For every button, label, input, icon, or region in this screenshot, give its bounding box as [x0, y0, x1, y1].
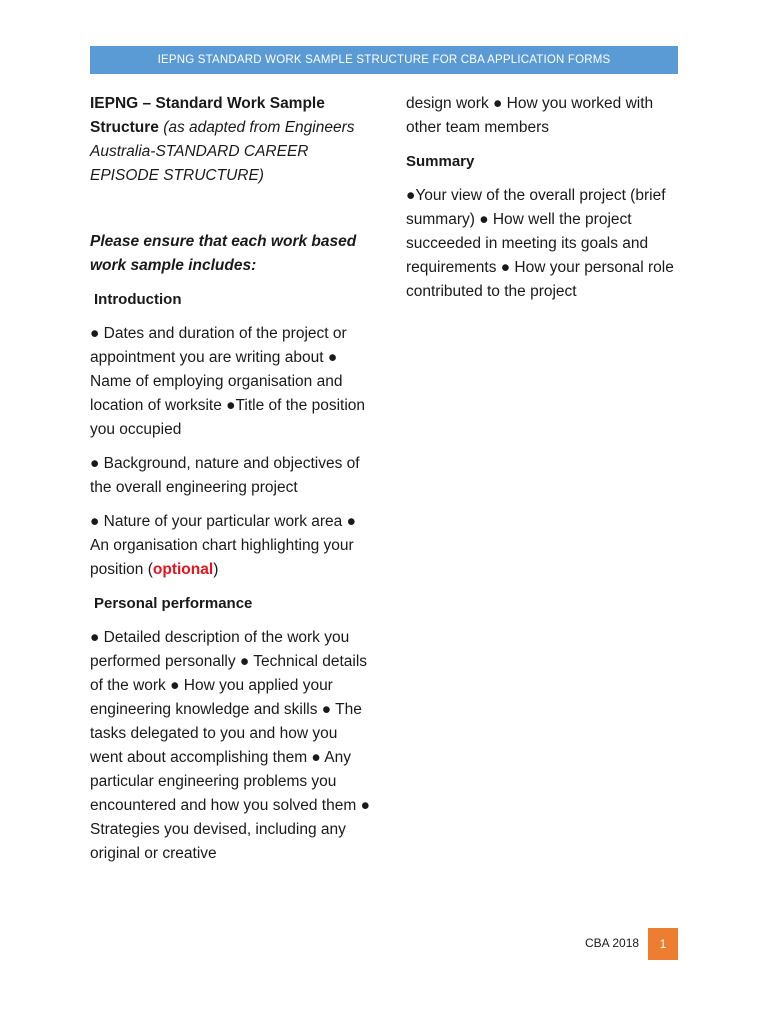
- summary-heading: Summary: [406, 153, 475, 170]
- footer-label: CBA 2018: [585, 936, 640, 950]
- right-column: [406, 92, 681, 314]
- performance-paragraph: ● Detailed description of the work you performed personally ● Technical details of the work ● How you applied your engineering knowledge and skills ● The tasks delegated to you and how you went about accomplishing them ● Any particular engineering problems you encountered and how you solved them ● Strategies you devised, including any original or creative: [90, 629, 370, 862]
- introduction-heading: Introduction: [94, 291, 182, 308]
- header-band: IEPNG STANDARD WORK SAMPLE STRUCTURE FOR CBA APPLICATION FORMS: [90, 46, 678, 74]
- title-italic: (as adapted from Engineers Australia-STANDARD CAREER EPISODE STRUCTURE): [90, 119, 355, 184]
- instruction-text: Please ensure that each work based work sample includes:: [90, 233, 357, 274]
- optional-label: optional: [152, 561, 214, 578]
- left-column: [90, 92, 370, 876]
- intro-p3-close: ): [213, 561, 219, 578]
- title-bold: IEPNG – Standard Work Sample Structure: [90, 95, 325, 136]
- intro-paragraph-3: [90, 510, 370, 582]
- personal-performance-heading: Personal performance: [94, 595, 253, 612]
- summary-paragraph: ●Your view of the overall project (brief summary) ● How well the project succeeded in meeting its goals and requirements ● How your personal role contributed to the project: [406, 187, 674, 300]
- document-title: [90, 92, 370, 188]
- intro-paragraph-1: ● Dates and duration of the project or appointment you are writing about ● Name of employing organisation and location of worksite ●Title of the position you occupied: [90, 325, 366, 438]
- intro-paragraph-2: ● Background, nature and objectives of the overall engineering project: [90, 455, 360, 496]
- page-number: 1: [648, 928, 678, 960]
- intro-p3-text: ● Nature of your particular work area ● An organisation chart highlighting your position (: [90, 513, 356, 578]
- performance-continuation: design work ● How you worked with other team members: [406, 95, 654, 136]
